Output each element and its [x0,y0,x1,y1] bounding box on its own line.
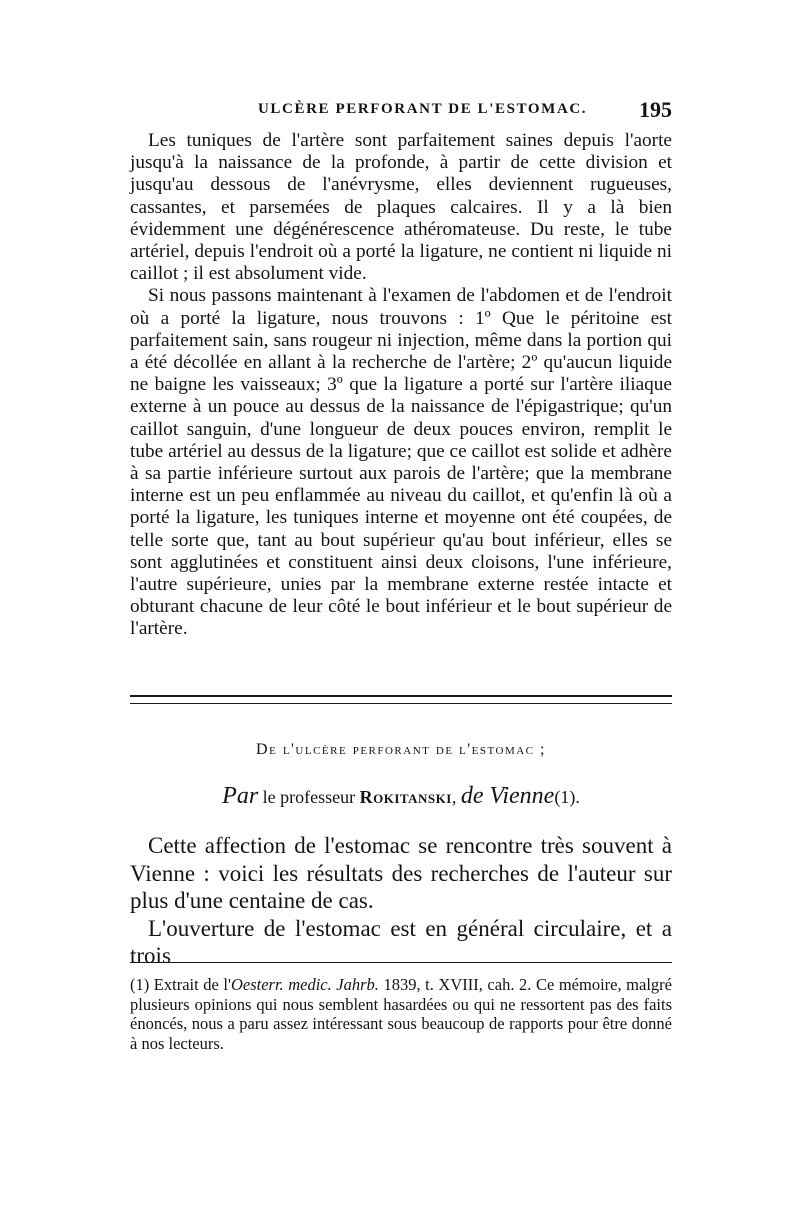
paragraph: Cette affection de l'estomac se rencontre très souvent à Vienne : voici les résultats des recherches de l'auteur sur plus d'une centaine de cas. [130,833,672,913]
article-text [130,832,672,970]
body-text [130,130,672,641]
article-byline [130,783,672,810]
running-title: ULCÈRE PERFORANT DE L'ESTOMAC. [258,101,588,117]
author-city: de Vienne [460,783,555,809]
byline-separator: , [451,787,461,807]
paragraph: Les tuniques de l'artère sont parfaitement saines depuis l'aorte jusqu'à la naissance de la profonde, à partir de cette division et jusqu'au dessous de l'anévrysme, elles deviennent rugueuses, cassantes, et parsemées de plaques calcaires. Il y a là bien évidemment une dégénérescence athéromateuse. Du reste, le tube artériel, depuis l'endroit où a porté la ligature, ne contient ni liquide ni caillot ; il est absolument vide. [130,130,672,285]
footnote [130,975,672,1053]
byline-prefix: le professeur [258,787,360,807]
author-name: Rokitanski [359,787,452,807]
footnote-rule [130,962,672,963]
byline-par: Par [222,783,259,809]
paragraph: Si nous passons maintenant à l'examen de l'abdomen et de l'endroit où a porté la ligature, nous trouvons : 1º Que le péritoine est parfaitement sain, sans rougeur ni injection, même dans la portion qui a été décollée en allant à la recherche de l'artère; 2º qu'aucun liquide ne baigne les vaisseaux; 3º que la ligature a porté sur l'artère iliaque externe à un pouce au dessus de la naissance de l'épigastrique; qu'un caillot sanguin, d'une longueur de deux pouces environ, remplit le tube artériel au dessus de la ligature; que ce caillot est solide et adhère à sa partie inférieure surtout aux parois de l'artère; que la membrane interne est un peu enflammée au niveau du caillot, et qu'enfin là où a porté la ligature, les tuniques interne et moyenne ont été coupées, de telle sorte que, tant au bout supérieur qu'au bout inférieur, elles se sont agglutinées et constituent ainsi deux cloisons, l'une inférieure, l'autre supérieure, unies par la membrane externe restée intacte et obturant chacune de leur côté le bout inférieur et le bout supérieur de l'artère. [130,285,672,640]
paragraph: L'ouverture de l'estomac est en général circulaire, et a trois [130,915,672,968]
section-divider [130,695,672,704]
page-number: 195 [639,97,672,122]
footnote-marker: (1). [554,787,580,807]
footnote-prefix: (1) Extrait de l' [130,975,231,994]
article-title: De l'ulcère perforant de l'estomac ; [256,741,546,758]
footnote-reference: Oesterr. medic. Jahrb. [230,975,379,994]
footnote-text: 1839, t. XVIII, cah. 2. Ce mémoire, malgré plusieurs opinions qui nous semblent hasardées ou qui ne ressortent pas des faits énoncés, nous a paru assez intéressant sous beaucoup de rapports pour être donné à nos lecteurs. [130,975,672,1053]
page-header [130,97,672,127]
